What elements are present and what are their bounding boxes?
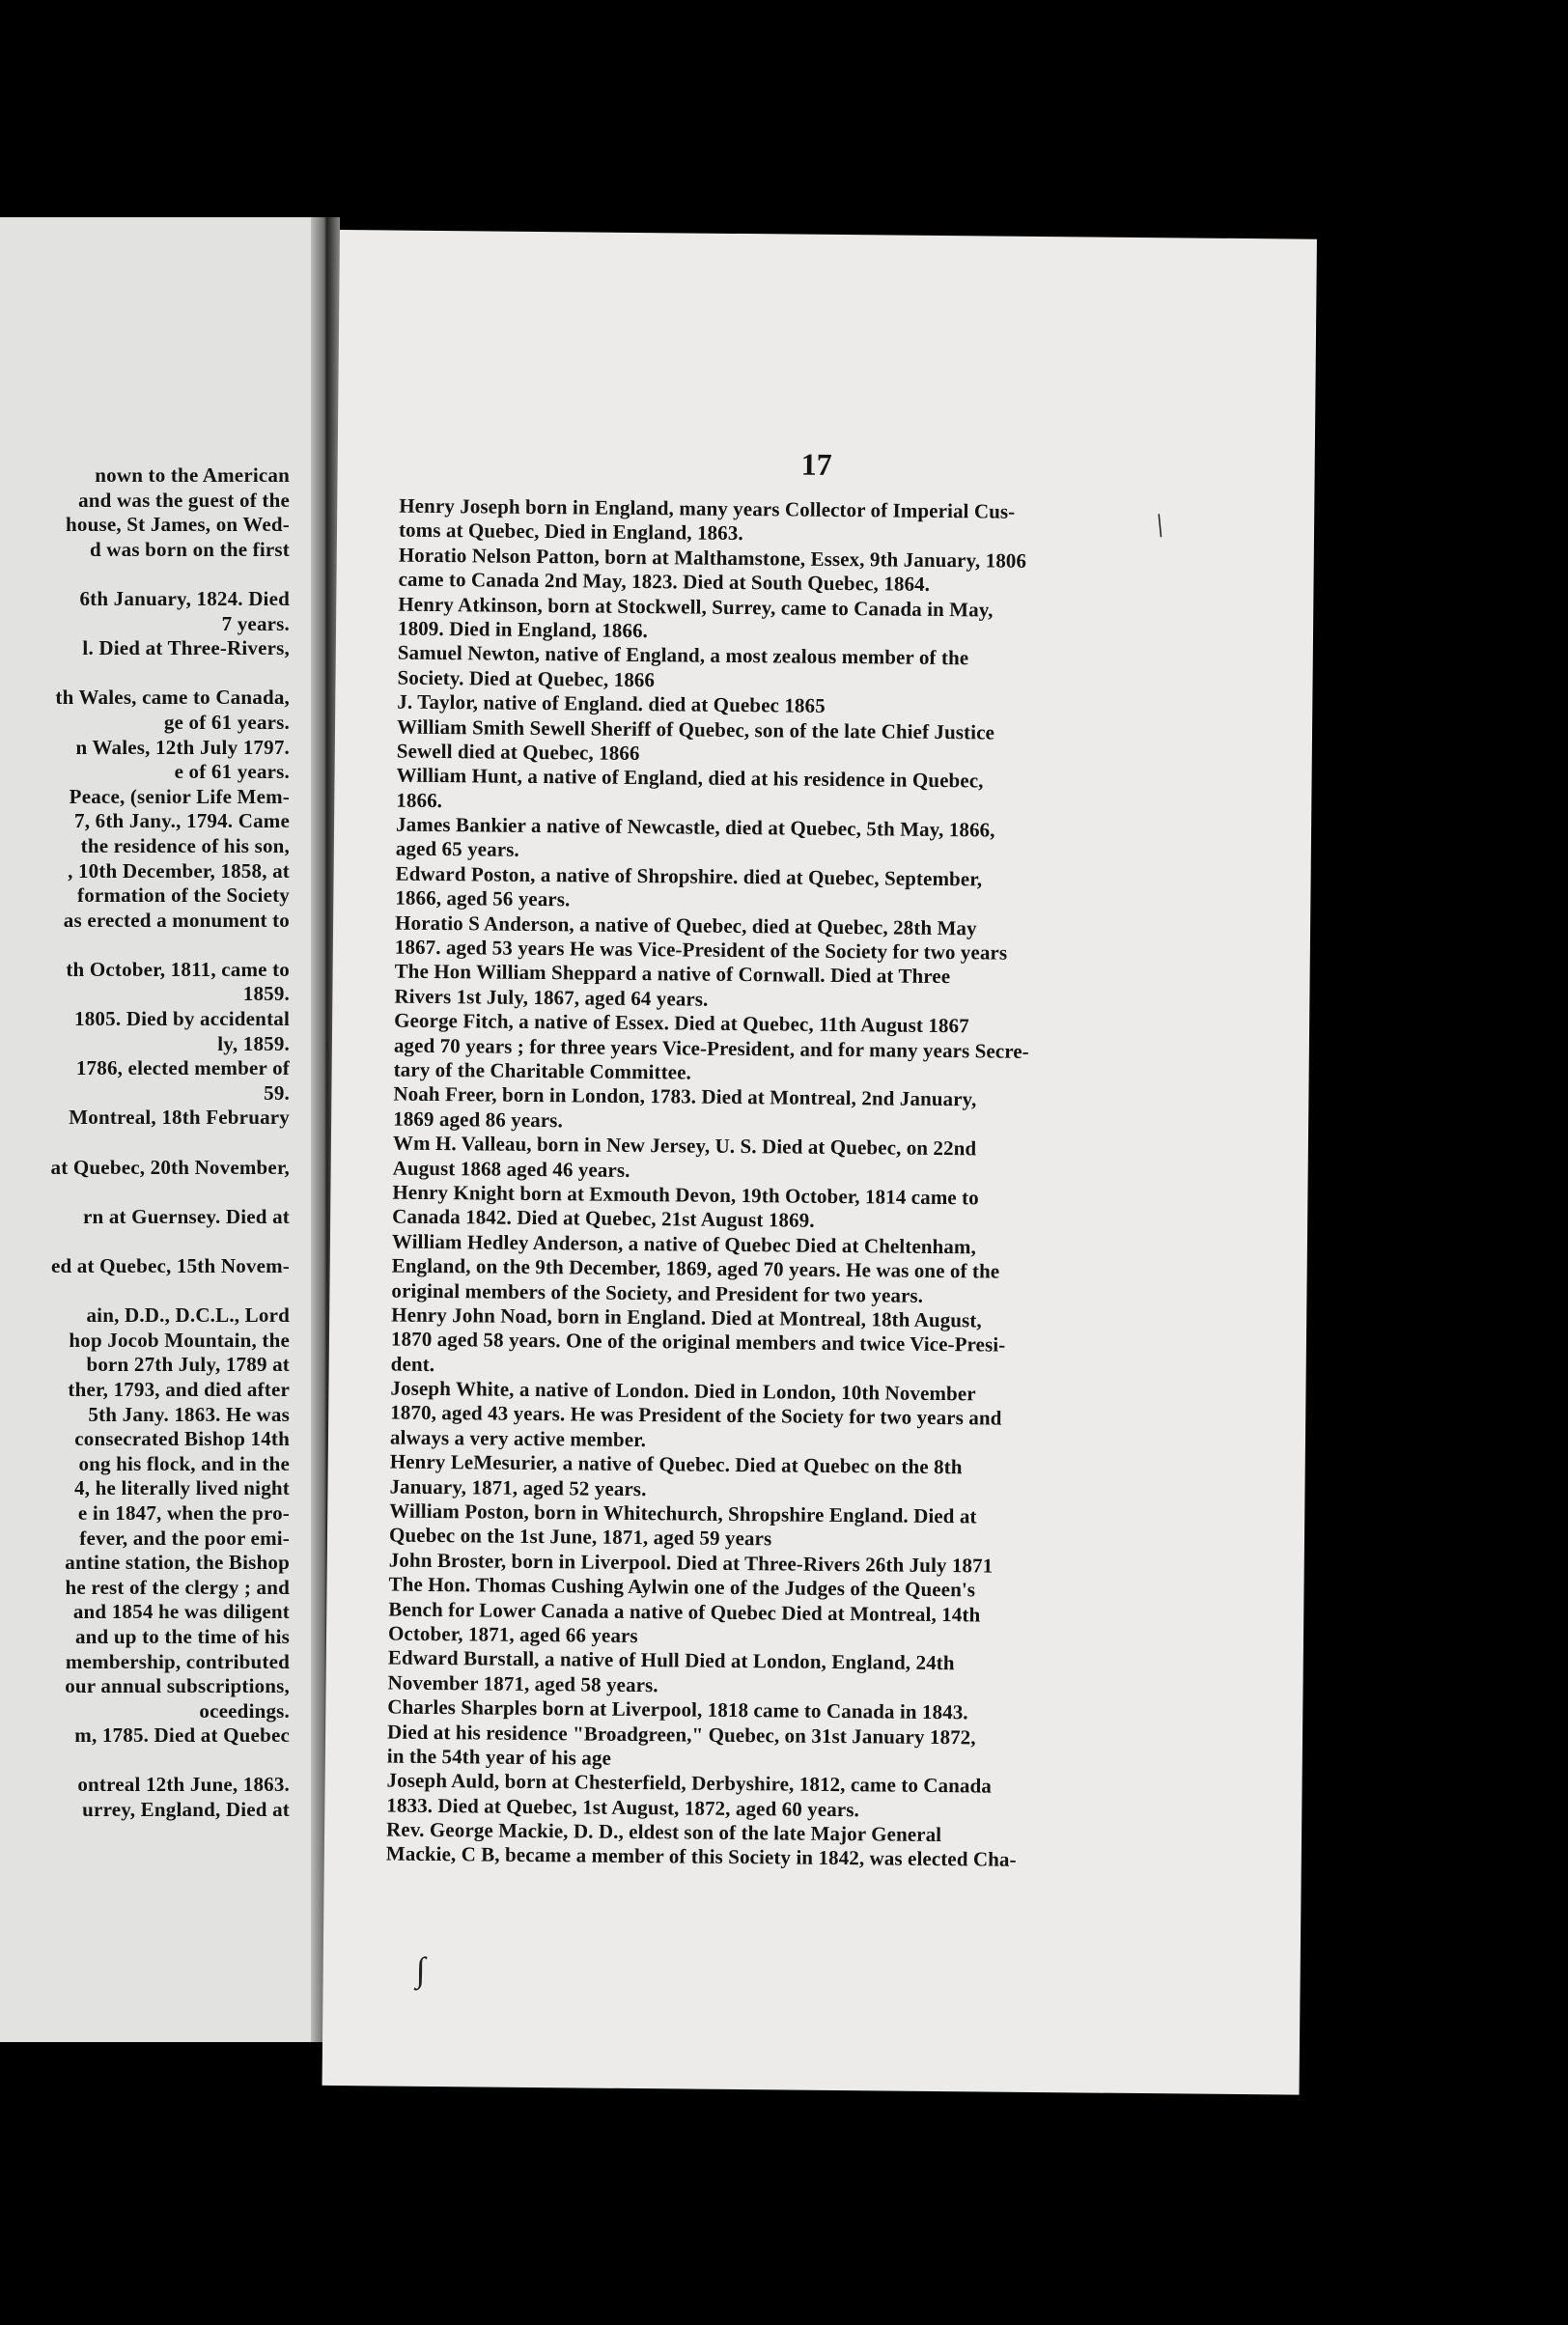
left-column-line: antine station, the Bishop (65, 1551, 290, 1575)
left-column-line: e in 1847, when the pro- (77, 1500, 290, 1525)
right-column-line: William Hedley Anderson, a native of Quebec Died at Cheltenham, (391, 1229, 977, 1259)
right-column-line: Noah Freer, born in London, 1783. Died at Montreal, 2nd January, (393, 1081, 977, 1111)
right-column-line: William Hunt, a native of England, died at his residence in Quebec, (396, 763, 984, 793)
left-column-line: ge of 61 years. (163, 710, 290, 734)
right-column-line: always a very active member. (389, 1425, 647, 1451)
right-column-line: in the 54th year of his age (386, 1744, 612, 1770)
left-column-line: 1805. Died by accidental (74, 1007, 290, 1031)
right-column-line: tary of the Charitable Committee. (393, 1057, 692, 1084)
left-page (0, 217, 311, 2042)
right-column-line: 1867. aged 53 years He was Vice-President of the Society for two years (394, 935, 1008, 965)
right-column-line: Edward Burstall, a native of Hull Died at London, England, 24th (387, 1645, 955, 1675)
right-column-line: Horatio S Anderson, a native of Quebec, died at Quebec, 28th May (395, 910, 977, 940)
left-column-line: 1786, elected member of (75, 1056, 290, 1080)
right-column-line: dent. (390, 1352, 435, 1376)
left-column-line: fever, and the poor emi- (79, 1526, 290, 1550)
left-column-line: consecrated Bishop 14th (74, 1427, 290, 1451)
right-column-line: Sewell died at Quebec, 1866 (396, 739, 640, 765)
right-column-line: came to Canada 2nd May, 1823. Died at South Quebec, 1864. (398, 567, 931, 597)
left-column-line: Peace, (senior Life Mem- (69, 784, 290, 808)
right-column-line: Canada 1842. Died at Quebec, 21st August 1869. (392, 1204, 815, 1233)
left-column-line: th October, 1811, came to (66, 957, 290, 981)
left-column-line: ly, 1859. (217, 1031, 290, 1055)
left-column-line: nown to the American (95, 463, 290, 487)
left-column-line: as erected a monument to (63, 908, 290, 932)
right-column-line: Rivers 1st July, 1867, aged 64 years. (394, 984, 709, 1011)
page-number: 17 (800, 446, 832, 482)
right-column-line: 1870, aged 43 years. He was President of the Society for two years and (390, 1401, 1002, 1431)
left-column-line (0, 1229, 290, 1254)
left-column-line: e of 61 years. (174, 760, 290, 784)
right-column-line: Died at his residence "Broadgreen," Quebec, on 31st January 1872, (386, 1720, 976, 1749)
right-column-line: 1833. Died at Quebec, 1st August, 1872, aged 60 years. (386, 1793, 859, 1821)
left-column-line: th Wales, came to Canada, (55, 686, 290, 710)
left-column-line: , 10th December, 1858, at (68, 858, 290, 882)
left-column-line: n Wales, 12th July 1797. (75, 735, 290, 759)
right-column-line: The Hon William Sheppard a native of Cornwall. Died at Three (394, 960, 951, 989)
right-column-text (386, 494, 1191, 1875)
right-column-line: William Poston, born in Whitechurch, Shropshire England. Died at (389, 1499, 977, 1528)
right-column-line: Rev. George Mackie, D. D., eldest son of the late Major General (385, 1817, 942, 1847)
left-column-line: born 27th July, 1789 at (86, 1353, 290, 1377)
left-column-line: 5th Jany. 1863. He was (88, 1402, 290, 1426)
right-column-line: 1869 aged 86 years. (393, 1106, 563, 1133)
left-column-line (0, 562, 290, 587)
right-column-line: original members of the Society, and President for two years. (391, 1278, 924, 1307)
right-column-line: William Smith Sewell Sheriff of Quebec, son of the late Chief Justice (396, 714, 995, 744)
left-column-line: 4, he literally lived night (74, 1476, 290, 1500)
right-column-line: 1866. (396, 788, 443, 812)
left-column-line (0, 933, 290, 958)
left-column-line: 6th January, 1824. Died (79, 586, 290, 610)
right-column-line: November 1871, aged 58 years. (387, 1670, 658, 1696)
right-column-line: Society. Died at Quebec, 1866 (397, 665, 656, 691)
left-column-line: 1859. (242, 982, 290, 1006)
right-column-line: 1866, aged 56 years. (395, 885, 571, 911)
left-column-line: membership, contributed (65, 1649, 290, 1673)
right-column-line: Henry John Noad, born in England. Died at Montreal, 18th August, (391, 1303, 982, 1332)
left-column-line: d was born on the first (89, 537, 290, 561)
left-column-line: m, 1785. Died at Quebec (74, 1723, 290, 1748)
left-column-line (0, 1279, 290, 1304)
left-column-line: and up to the time of his (74, 1624, 290, 1648)
left-column-line: ong his flock, and in the (78, 1451, 290, 1475)
right-column-line: aged 65 years. (395, 837, 519, 862)
left-column-line: rn at Guernsey. Died at (82, 1204, 290, 1228)
right-column-line: Wm H. Valleau, born in New Jersey, U. S. Died at Quebec, on 22nd (392, 1131, 977, 1161)
left-column-line: l. Died at Three-Rivers, (82, 636, 290, 660)
right-column-line: Henry Joseph born in England, many years Collector of Imperial Cus- (399, 493, 1016, 523)
right-column-line: Henry Knight born at Exmouth Devon, 19th October, 1814 came to (392, 1180, 979, 1210)
right-column-line: England, on the 9th December, 1869, aged 70 years. He was one of the (391, 1253, 1000, 1283)
right-column-line: August 1868 aged 46 years. (392, 1156, 630, 1182)
left-column-line: formation of the Society (77, 883, 290, 908)
right-page (322, 230, 1317, 2095)
right-column-line: aged 70 years ; for three years Vice-President, and for many years Secre- (393, 1033, 1029, 1063)
left-column-line: 7 years. (221, 611, 290, 635)
right-column-line: Mackie, C B, became a member of this Society in 1842, was elected Cha- (385, 1842, 1017, 1872)
right-column-line: October, 1871, aged 66 years (387, 1621, 638, 1647)
left-column-line: ain, D.D., D.C.L., Lord (86, 1303, 290, 1328)
left-column-line (0, 661, 290, 686)
left-column-line: 7, 6th Jany., 1794. Came (74, 809, 290, 833)
right-column-line: toms at Quebec, Died in England, 1863. (398, 518, 743, 546)
right-column-line: 1809. Died in England, 1866. (397, 616, 649, 643)
right-column-line: 1870 aged 58 years. One of the original members and twice Vice-Presi- (390, 1327, 1006, 1357)
right-column-line: John Broster, born in Liverpool. Died at Three-Rivers 26th July 1871 (388, 1548, 994, 1578)
left-column-line (0, 1749, 290, 1774)
left-column-line: ed at Quebec, 15th Novem- (50, 1254, 290, 1277)
right-column-line: J. Taylor, native of England. died at Quebec 1865 (397, 689, 826, 717)
left-column-line: he rest of the clergy ; and (65, 1575, 290, 1599)
right-column-line: Joseph White, a native of London. Died in London, 10th November (390, 1376, 976, 1406)
left-column-line (0, 1131, 290, 1156)
left-column-line: and was the guest of the (78, 488, 290, 512)
left-column-line: 59. (264, 1080, 290, 1105)
left-column-line: ther, 1793, and died after (68, 1377, 290, 1401)
left-column-line: Montreal, 18th February (69, 1106, 290, 1130)
left-column-line: hop Jocob Mountain, the (69, 1328, 290, 1352)
left-column-line: ontreal 12th June, 1863. (77, 1773, 290, 1797)
pencil-mark-icon: / (1148, 507, 1172, 545)
right-column-line: January, 1871, aged 52 years. (389, 1474, 647, 1500)
left-column-line: our annual subscriptions, (65, 1674, 290, 1698)
left-column-line: the residence of his son, (80, 833, 290, 857)
right-column-line: James Bankier a native of Newcastle, died at Quebec, 5th May, 1866, (395, 812, 995, 842)
right-column-line: Edward Poston, a native of Shropshire. died at Quebec, September, (395, 861, 983, 891)
left-column-line: and 1854 he was diligent (72, 1600, 290, 1624)
right-column-line: Joseph Auld, born at Chesterfield, Derbyshire, 1812, came to Canada (386, 1768, 993, 1798)
left-column-line: at Quebec, 20th November, (50, 1155, 290, 1179)
right-column-line: Charles Sharples born at Liverpool, 1818 came to Canada in 1843. (387, 1695, 968, 1724)
left-column-line (0, 1180, 290, 1205)
right-column-line: George Fitch, a native of Essex. Died at Quebec, 11th August 1867 (394, 1008, 969, 1038)
right-column-line: Bench for Lower Canada a native of Quebec Died at Montreal, 14th (388, 1597, 981, 1627)
right-column-line: Samuel Newton, native of England, a most zealous member of the (397, 640, 969, 670)
left-column-text (0, 463, 290, 1823)
right-column-line: Henry Atkinson, born at Stockwell, Surrey, came to Canada in May, (398, 592, 994, 622)
pencil-mark-icon: ∫ (415, 1949, 426, 1989)
right-column-line: The Hon. Thomas Cushing Aylwin one of the Judges of the Queen's (388, 1572, 976, 1602)
right-column-line: Henry LeMesurier, a native of Quebec. Died at Quebec on the 8th (389, 1449, 963, 1479)
right-column-line: Horatio Nelson Patton, born at Malthamstone, Essex, 9th January, 1806 (398, 543, 1027, 573)
right-column-line: Quebec on the 1st June, 1871, aged 59 years (388, 1523, 772, 1551)
left-column-line: urrey, England, Died at (82, 1798, 290, 1822)
left-column-line: house, St James, on Wed- (66, 513, 290, 537)
left-column-line: oceedings. (199, 1698, 290, 1723)
